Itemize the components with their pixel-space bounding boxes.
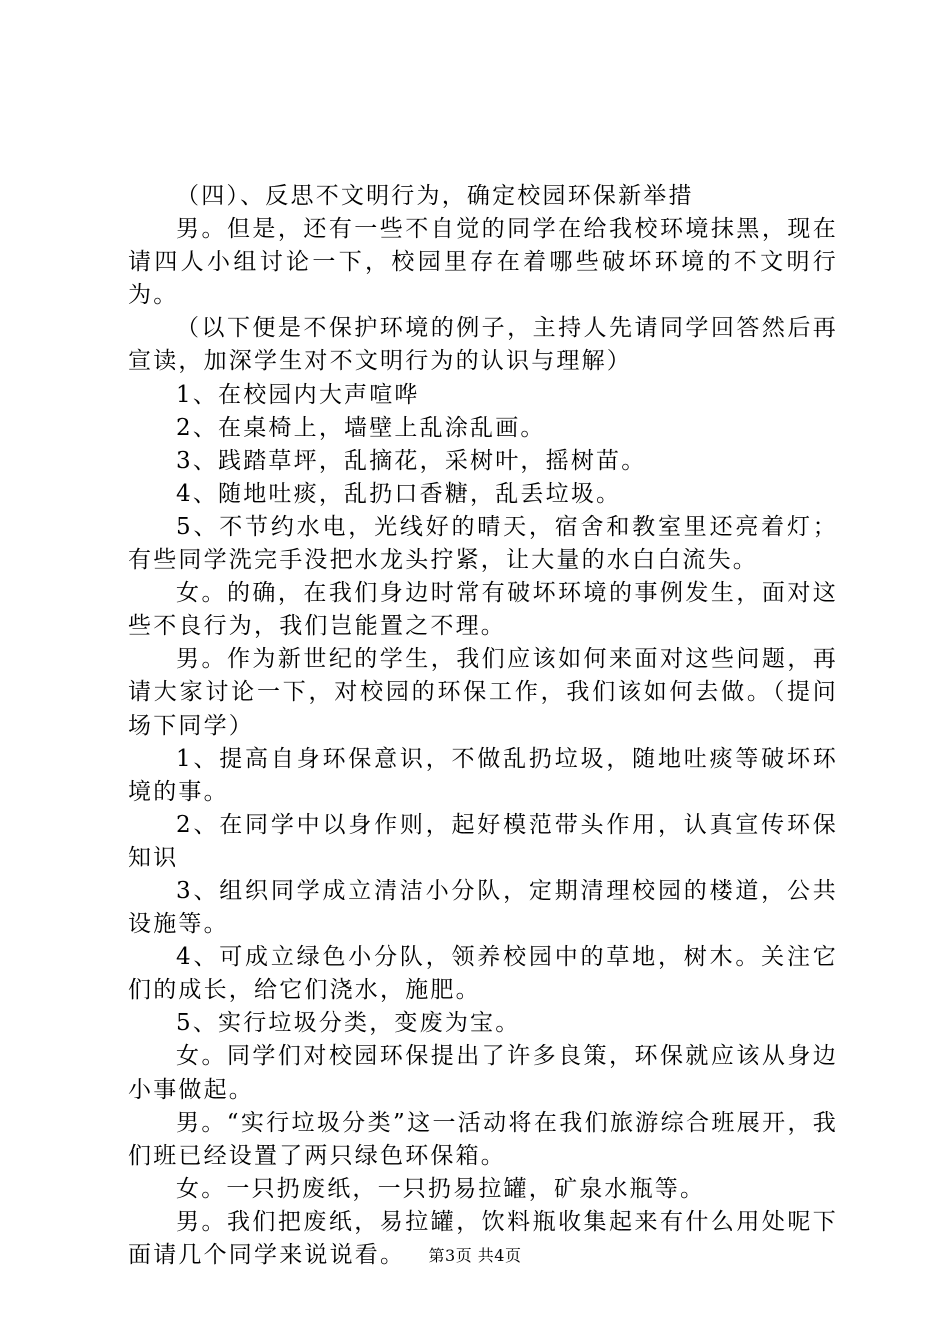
list-item: 2、在同学中以身作则，起好模范带头作用，认真宣传环保知识 bbox=[128, 811, 838, 871]
paragraph: 男。作为新世纪的学生，我们应该如何来面对这些问题，再请大家讨论一下，对校园的环保工作，我们该如何去做。（提问场下同学） bbox=[128, 646, 838, 739]
list-item: 4、可成立绿色小分队，领养校园中的草地，树木。关注它们的成长，给它们浇水，施肥。 bbox=[128, 944, 838, 1004]
paragraph: 男。“实行垃圾分类”这一活动将在我们旅游综合班展开，我们班已经设置了两只绿色环保箱。 bbox=[128, 1109, 838, 1169]
list-item: 4、随地吐痰，乱扔口香糖，乱丢垃圾。 bbox=[176, 480, 622, 507]
paragraph: 男。但是，还有一些不自觉的同学在给我校环境抹黑，现在请四人小组讨论一下，校园里存在着哪些破坏环境的不文明行为。 bbox=[128, 216, 838, 309]
list-item: 1、在校园内大声喧哗 bbox=[176, 381, 420, 408]
paragraph: 女。一只扔废纸，一只扔易拉罐，矿泉水瓶等。 bbox=[176, 1175, 706, 1202]
list-item: 5、实行垃圾分类，变废为宝。 bbox=[176, 1010, 521, 1037]
list-item: 3、组织同学成立清洁小分队，定期清理校园的楼道，公共设施等。 bbox=[128, 877, 838, 938]
list-item: 5、不节约水电，光线好的晴天，宿舍和教室里还亮着灯；有些同学洗完手没把水龙头拧紧，让大量的水白白流失。 bbox=[128, 513, 838, 574]
section-heading: （四）、反思不文明行为，确定校园环保新举措 bbox=[176, 183, 694, 209]
paragraph: （以下便是不保护环境的例子，主持人先请同学回答然后再宣读，加深学生对不文明行为的认识与理解） bbox=[128, 315, 838, 375]
page-number-footer: 第3页 共4页 bbox=[428, 1246, 522, 1265]
list-item: 3、践踏草坪，乱摘花，采树叶，摇树苗。 bbox=[176, 447, 647, 474]
paragraph: 女。的确，在我们身边时常有破坏环境的事例发生，面对这些不良行为，我们岂能置之不理。 bbox=[128, 580, 838, 640]
paragraph: 男。我们把废纸，易拉罐，饮料瓶收集起来有什么用处呢下面请几个同学来说说看。 bbox=[128, 1208, 838, 1268]
list-item: 2、在桌椅上，墙壁上乱涂乱画。 bbox=[176, 414, 546, 441]
document-body bbox=[128, 180, 838, 1272]
paragraph: 女。同学们对校园环保提出了许多良策，环保就应该从身边小事做起。 bbox=[128, 1043, 838, 1103]
list-item: 1、提高自身环保意识，不做乱扔垃圾，随地吐痰等破坏环境的事。 bbox=[128, 745, 838, 805]
